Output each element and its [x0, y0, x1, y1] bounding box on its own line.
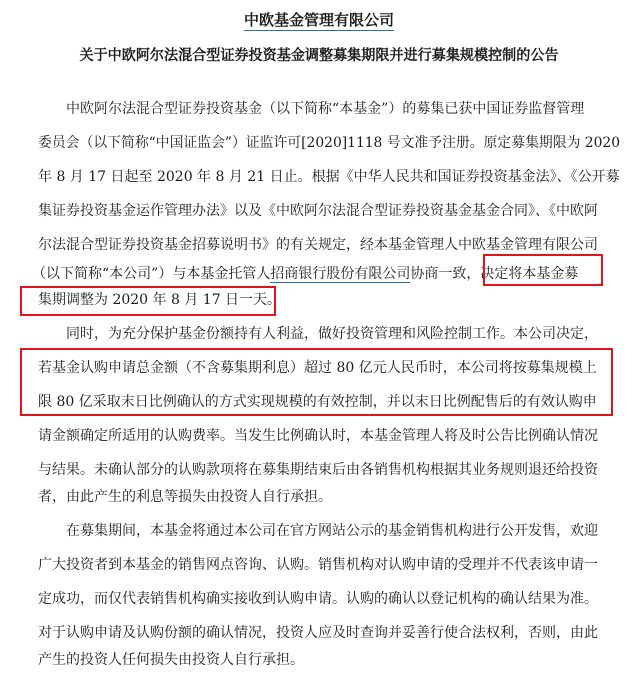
paragraph-1-line-7: 集期调整为 2020 年 8 月 17 日一天。	[38, 292, 282, 308]
paragraph-3-line-1: 在募集期间，本基金将通过本公司在官方网站公示的基金销售机构进行公开发售，欢迎	[66, 523, 598, 539]
line-6-mid: 协商一致，	[410, 266, 481, 282]
highlight-box-decision-end	[20, 286, 276, 316]
paragraph-2-line-1: 同时，为充分保护基金份额持有人利益，做好投资管理和风险控制工作。本公司决定，	[66, 326, 598, 342]
paragraph-2-line-6: 者，由此产生的利息等损失由投资人自行承担。	[38, 489, 332, 505]
paragraph-1-line-2: 委员会（以下简称“中国证监会”）证监许可[2020]1118 号文准予注册。原定募集期限为 2020	[38, 135, 621, 151]
paragraph-3-line-2: 广大投资者到本基金的销售网点咨询、认购。销售机构对认购申请的受理并不代表该申请一	[38, 557, 598, 573]
company-name: 中欧基金管理有限公司	[243, 11, 394, 29]
paragraph-1-line-3: 年 8 月 17 日起至 2020 年 8 月 21 日止。根据《中华人民共和国证券投资基金法》、《公开募	[38, 169, 620, 185]
line-6-prefix: （以下简称“本公司”）与本基金托管人	[32, 266, 271, 282]
paragraph-1-line-5: 尔法混合型证券投资基金招募说明书》的有关规定，经本基金管理人中欧基金管理有限公司	[38, 237, 598, 253]
paragraph-2-line-3: 限 80 亿采取末日比例确认的方式实现规模的有效控制，并以末日比例配售后的有效认购申	[38, 394, 597, 410]
company-title	[0, 10, 638, 30]
line-6-highlight: 决定将本基金募	[480, 266, 579, 282]
paragraph-2-line-5: 与结果。未确认部分的认购款项将在募集期结束后由各销售机构根据其业务规则退还给投资	[38, 462, 598, 478]
paragraph-3-line-3: 定成功，而仅代表销售机构确实接收到认购申请。认购的确认以登记机构的确认结果为准。	[38, 591, 598, 607]
highlight-box-decision-start	[483, 254, 603, 286]
custodian-bank-link[interactable]: 招商银行股份有限公司	[270, 266, 411, 282]
paragraph-3-line-5: 产生的投资人任何损失由投资人自行承担。	[38, 652, 304, 668]
highlight-box-scale-control	[20, 348, 613, 416]
notice-title: 关于中欧阿尔法混合型证券投资基金调整募集期限并进行募集规模控制的公告	[79, 47, 559, 64]
paragraph-2-line-4: 请金额确定所适用的认购费率。当发生比例确认时，本基金管理人将及时公告比例确认情况	[38, 428, 598, 444]
paragraph-2-line-2: 若基金认购申请总金额（不含募集期利息）超过 80 亿元人民币时，本公司将按募集规模上	[38, 360, 597, 376]
paragraph-3-line-4: 对于认购申请及认购份额的确认情况，投资人应及时查询并妥善行使合法权利，否则，由此	[38, 625, 598, 641]
paragraph-1-line-4: 集证券投资基金运作管理办法》以及《中欧阿尔法混合型证券投资基金基金合同》、《中欧阿	[38, 203, 598, 219]
paragraph-1-line-1: 中欧阿尔法混合型证券投资基金（以下简称“本基金”）的募集已获中国证券监督管理	[66, 101, 585, 117]
